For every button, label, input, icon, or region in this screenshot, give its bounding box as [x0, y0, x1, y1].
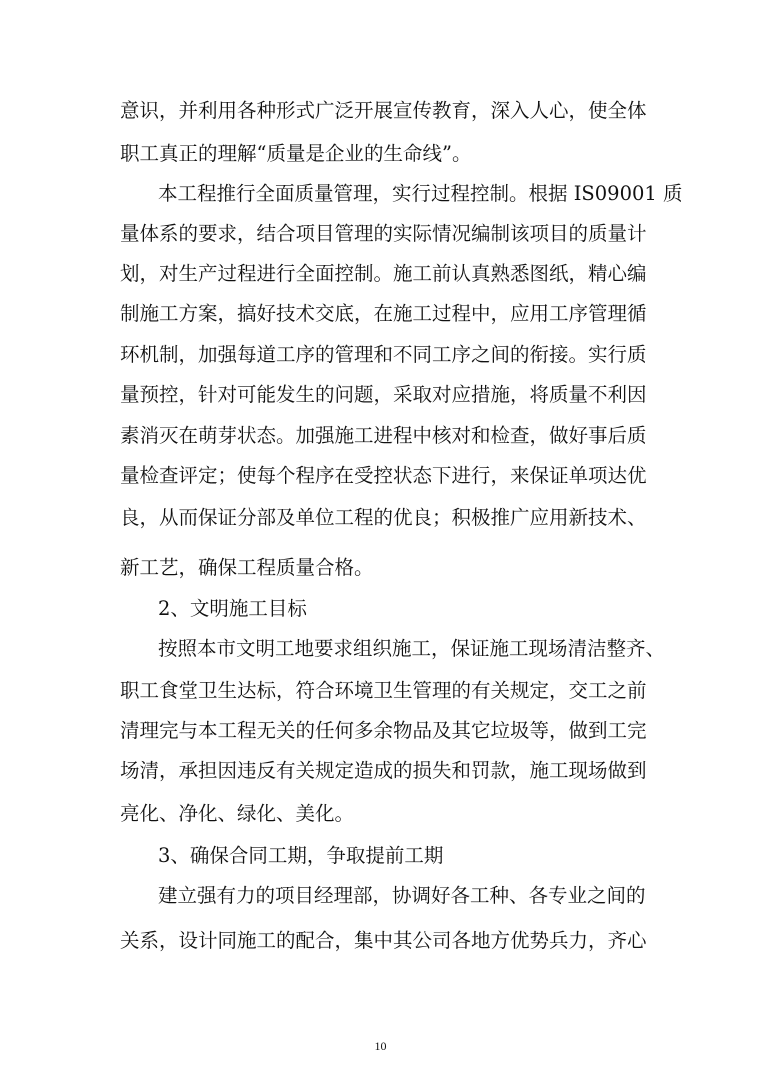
text-line: 清理完与本工程无关的任何多余物品及其它垃圾等，做到工完	[120, 719, 647, 742]
paragraph-start-line: 本工程推行全面质量管理，实行过程控制。根据 IS09001 质	[158, 182, 683, 205]
text-line: 量检查评定；使每个程序在受控状态下进行，来保证单项达优	[120, 464, 647, 487]
text-line: 亮化、净化、绿化、美化。	[120, 802, 355, 825]
text-line: 职工真正的理解“质量是企业的生命线”。	[120, 142, 472, 165]
section-heading: 3、确保合同工期，争取提前工期	[158, 844, 444, 867]
section-heading: 2、文明施工目标	[158, 597, 307, 620]
text-line: 场清，承担因违反有关规定造成的损失和罚款，施工现场做到	[120, 759, 647, 782]
text-line: 量体系的要求，结合项目管理的实际情况编制该项目的质量计	[120, 222, 647, 245]
paragraph-start-line: 按照本市文明工地要求组织施工，保证施工现场清洁整齐、	[158, 637, 666, 660]
text-line: 关系，设计同施工的配合，集中其公司各地方优势兵力，齐心	[120, 929, 647, 952]
text-line: 素消灭在萌芽状态。加强施工进程中核对和检查，做好事后质	[120, 424, 647, 447]
text-line: 新工艺，确保工程质量合格。	[120, 556, 374, 579]
text-line: 划，对生产过程进行全面控制。施工前认真熟悉图纸，精心编	[120, 262, 647, 285]
text-line: 环机制，加强每道工序的管理和不同工序之间的衔接。实行质	[120, 343, 647, 366]
text-line: 制施工方案，搞好技术交底，在施工过程中，应用工序管理循	[120, 302, 647, 325]
paragraph-start-line: 建立强有力的项目经理部，协调好各工种、各专业之间的	[158, 884, 646, 907]
page-number: 10	[374, 1039, 387, 1053]
text-line: 良，从而保证分部及单位工程的优良；积极推广应用新技术、	[120, 506, 647, 529]
text-line: 职工食堂卫生达标，符合环境卫生管理的有关规定，交工之前	[120, 679, 647, 702]
text-line: 意识，并利用各种形式广泛开展宣传教育，深入人心，使全体	[120, 99, 647, 122]
text-line: 量预控，针对可能发生的问题，采取对应措施，将质量不利因	[120, 383, 647, 406]
